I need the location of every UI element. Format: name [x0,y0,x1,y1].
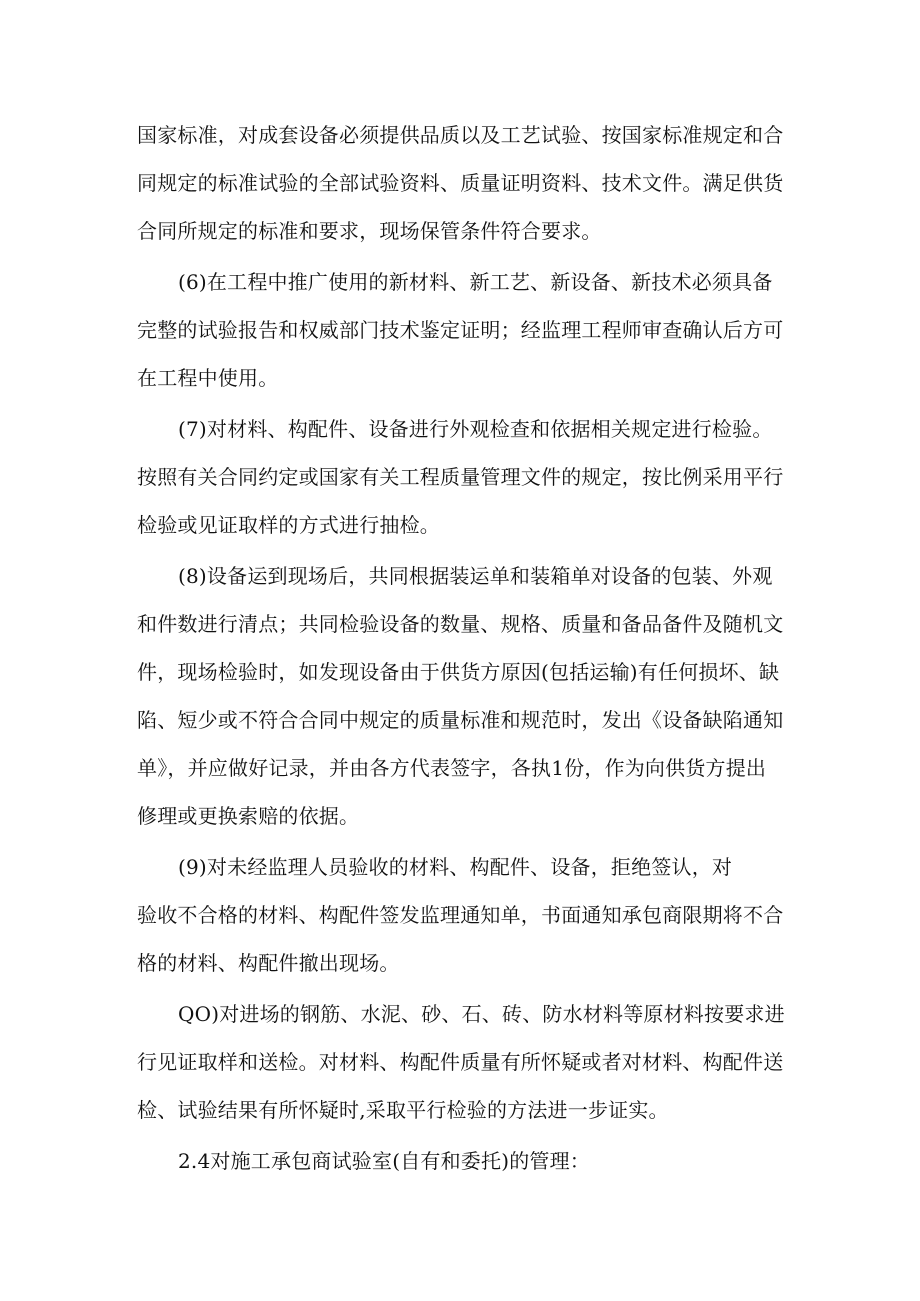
text-line: QO)对进场的钢筋、水泥、砂、石、砖、防水材料等原材料按要求进 [178,1002,785,1026]
text-line: (6)在工程中推广使用的新材料、新工艺、新设备、新技术必须具备 [178,270,773,294]
text-line: 检、试验结果有所怀疑时,采取平行检验的方法进一步证实。 [137,1098,669,1122]
text-line: (8)设备运到现场后，共同根据装运单和装箱单对设备的包装、外观 [178,564,773,588]
text-line: 验收不合格的材料、构配件签发监理通知单，书面通知承包商限期将不合 [137,903,784,927]
text-line: (7)对材料、构配件、设备进行外观检查和依据相关规定进行检验。 [178,417,773,441]
text-line: 按照有关合同约定或国家有关工程质量管理文件的规定，按比例采用平行 [137,465,784,489]
text-line: 在工程中使用。 [137,366,279,390]
text-line: 和件数进行清点；共同检验设备的数量、规格、质量和备品备件及随机文 [137,612,784,636]
text-line: 国家标准，对成套设备必须提供品质以及工艺试验、按国家标准规定和合 [137,123,784,147]
text-line: (9)对未经监理人员验收的材料、构配件、设备，拒绝签认，对 [178,855,733,879]
text-line: 格的材料、构配件撤出现场。 [137,951,400,975]
text-line: 陷、短少或不符合合同中规定的质量标准和规范时，发出《设备缺陷通知 [137,708,784,732]
text-line: 行见证取样和送检。对材料、构配件质量有所怀疑或者对材料、构配件送 [137,1050,784,1074]
text-line: 单》，并应做好记录，并由各方代表签字，各执1份，作为向供货方提出 [137,756,767,780]
text-line: 同规定的标准试验的全部试验资料、质量证明资料、技术文件。满足供货 [137,171,784,195]
text-line: 检验或见证取样的方式进行抽检。 [137,513,440,537]
text-line: 修理或更换索赔的依据。 [137,804,360,828]
text-line: 合同所规定的标准和要求，现场保管条件符合要求。 [137,219,602,243]
text-line: 件，现场检验时，如发现设备由于供货方原因(包括运输)有任何损坏、缺 [137,660,780,684]
section-heading: 2.4对施工承包商试验室(自有和委托)的管理： [178,1149,591,1173]
text-line: 完整的试验报告和权威部门技术鉴定证明；经监理工程师审查确认后方可 [137,318,784,342]
